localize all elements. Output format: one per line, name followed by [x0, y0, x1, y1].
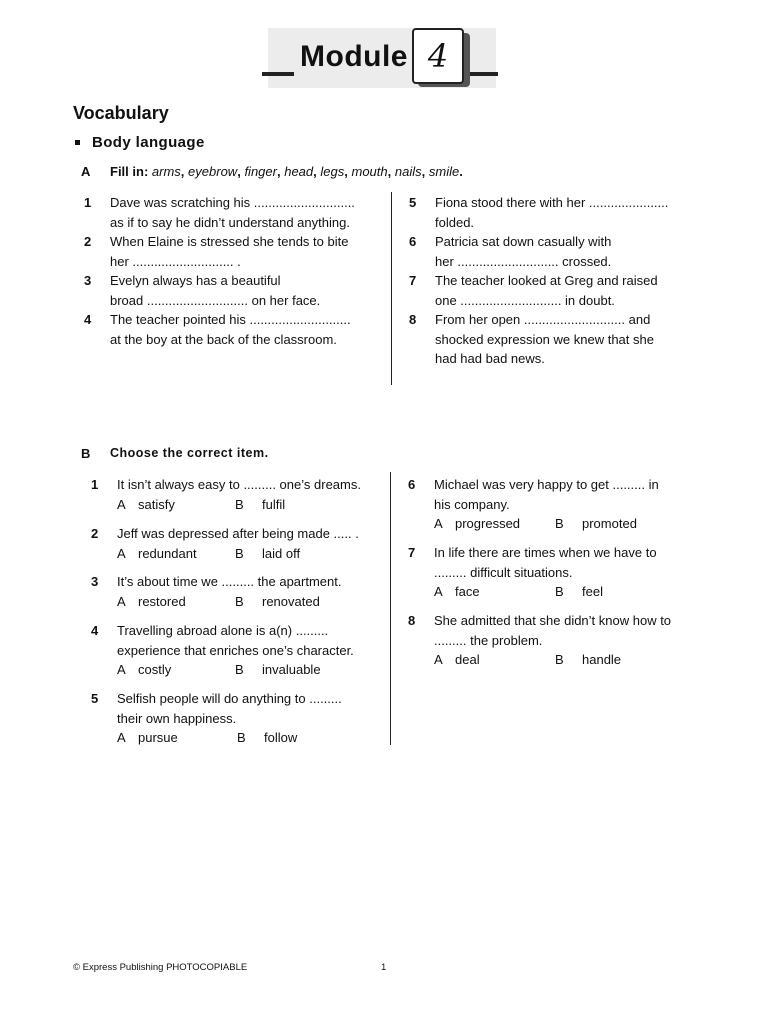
item-number: 4 [91, 623, 99, 638]
exercise-b-letter: B [81, 446, 91, 461]
item-text-line: In life there are times when we have to [434, 545, 657, 560]
option-a-letter: A [117, 545, 126, 561]
item-number: 3 [91, 574, 99, 589]
section-title: Vocabulary [73, 103, 169, 123]
exercise-a-letter: A [81, 164, 91, 179]
bullet-icon [75, 140, 80, 145]
page-number: 1 [381, 962, 387, 973]
option-a-text: face [455, 584, 480, 599]
item-text-line: one ............................ in doubt. [435, 292, 615, 308]
column-divider-a [391, 192, 392, 385]
item-text-line: Fiona stood there with her ...................... [435, 195, 669, 210]
item-text-line: From her open ............................ and [435, 312, 651, 327]
item-number: 6 [409, 234, 417, 249]
exercise-a-instruction [110, 164, 463, 179]
item-text-line: Jeff was depressed after being made ..... . [117, 526, 359, 541]
option-b-text: handle [582, 652, 622, 667]
option-b-text: fulfil [262, 496, 286, 512]
item-text-line: Dave was scratching his ............................ [110, 195, 355, 210]
option-b-letter: B [235, 593, 244, 609]
option-a-text: pursue [138, 730, 178, 745]
option-a-letter: A [434, 516, 443, 531]
item-text-line: shocked expression we knew that she [435, 331, 654, 347]
option-b-letter: B [555, 652, 564, 667]
footer-copyright: © Express Publishing PHOTOCOPIABLE [73, 962, 248, 973]
word-option: head [284, 164, 314, 179]
item-number: 8 [408, 613, 416, 628]
subsection-title: Body language [92, 134, 205, 151]
option-b-letter: B [237, 730, 246, 745]
option-b-letter: B [555, 584, 564, 599]
option-a-letter: A [117, 593, 126, 609]
item-text-line: She admitted that she didn’t know how to [434, 613, 672, 628]
option-b-text: feel [582, 584, 603, 599]
item-number: 2 [91, 526, 99, 541]
option-b-text: renovated [262, 593, 320, 609]
item-text-line: ......... the problem. [434, 632, 543, 648]
item-number: 6 [408, 477, 416, 492]
item-text-line: experience that enriches one’s character. [117, 642, 354, 658]
item-text-line: Michael was very happy to get ......... in [434, 477, 659, 492]
item-number: 1 [91, 477, 99, 492]
option-b-letter: B [235, 545, 244, 561]
item-text-line: at the boy at the back of the classroom. [110, 331, 337, 347]
item-text-line: broad ............................ on her face. [110, 292, 321, 308]
option-a-text: deal [455, 652, 480, 667]
option-b-text: follow [264, 730, 298, 745]
word-option: finger [244, 164, 277, 179]
item-text-line: her ............................ . [110, 253, 241, 269]
option-a-letter: A [117, 496, 126, 512]
exercise-b-instruction: Choose the correct item. [110, 446, 269, 460]
item-text-line: had had bad news. [435, 351, 545, 366]
item-text-line: their own happiness. [117, 710, 237, 726]
word-option: eyebrow [188, 164, 238, 179]
item-text-line: It isn’t always easy to ......... one’s dreams. [117, 477, 361, 492]
option-b-text: invaluable [262, 662, 321, 677]
option-a-letter: A [434, 584, 443, 599]
option-a-letter: A [117, 662, 126, 677]
item-text-line: ......... difficult situations. [434, 564, 573, 580]
item-number: 5 [409, 195, 417, 210]
item-text-line: When Elaine is stressed she tends to bite [110, 234, 349, 249]
item-number: 7 [408, 545, 416, 560]
item-number: 2 [84, 234, 92, 249]
item-number: 3 [84, 273, 92, 288]
module-number: 4 [412, 28, 464, 84]
item-text-line: Evelyn always has a beautiful [110, 273, 281, 288]
item-text-line: his company. [434, 496, 510, 512]
word-option: smile [428, 164, 460, 179]
item-text-line: Selfish people will do anything to ......... [117, 691, 342, 706]
column-divider-b [390, 472, 391, 745]
item-number: 7 [409, 273, 417, 288]
option-a-text: redundant [138, 545, 197, 561]
word-option: nails [394, 164, 422, 179]
word-option: mouth [351, 164, 388, 179]
option-a-letter: A [117, 730, 126, 745]
word-option: arms [151, 164, 181, 179]
option-b-letter: B [555, 516, 564, 531]
option-a-text: satisfy [138, 496, 175, 512]
item-text-line: Travelling abroad alone is a(n) ......... [117, 623, 329, 638]
item-text-line: folded. [435, 214, 475, 230]
item-number: 1 [84, 195, 92, 210]
item-text-line: The teacher looked at Greg and raised [435, 273, 658, 288]
option-b-letter: B [235, 662, 244, 677]
option-b-text: laid off [262, 545, 301, 561]
option-b-text: promoted [582, 516, 637, 531]
option-a-text: costly [138, 662, 172, 677]
option-a-letter: A [434, 652, 443, 667]
item-text-line: It’s about time we ......... the apartment. [117, 574, 342, 589]
module-title: Module [294, 38, 414, 76]
option-a-text: restored [138, 593, 186, 609]
item-number: 4 [84, 312, 92, 327]
item-text-line: her ............................ crossed. [435, 253, 612, 269]
item-text-line: as if to say he didn’t understand anything. [110, 214, 350, 230]
item-text-line: The teacher pointed his ............................ [110, 312, 351, 327]
option-b-letter: B [235, 496, 244, 512]
item-number: 8 [409, 312, 417, 327]
word-option: legs [320, 164, 345, 179]
exercise-a-fill-label: Fill in: [110, 164, 149, 179]
item-number: 5 [91, 691, 99, 706]
option-a-text: progressed [455, 516, 521, 531]
item-text-line: Patricia sat down casually with [435, 234, 612, 249]
exercise-a-word-list: arms, eyebrow, finger, head, legs, mouth, nails, smile. [151, 164, 463, 179]
